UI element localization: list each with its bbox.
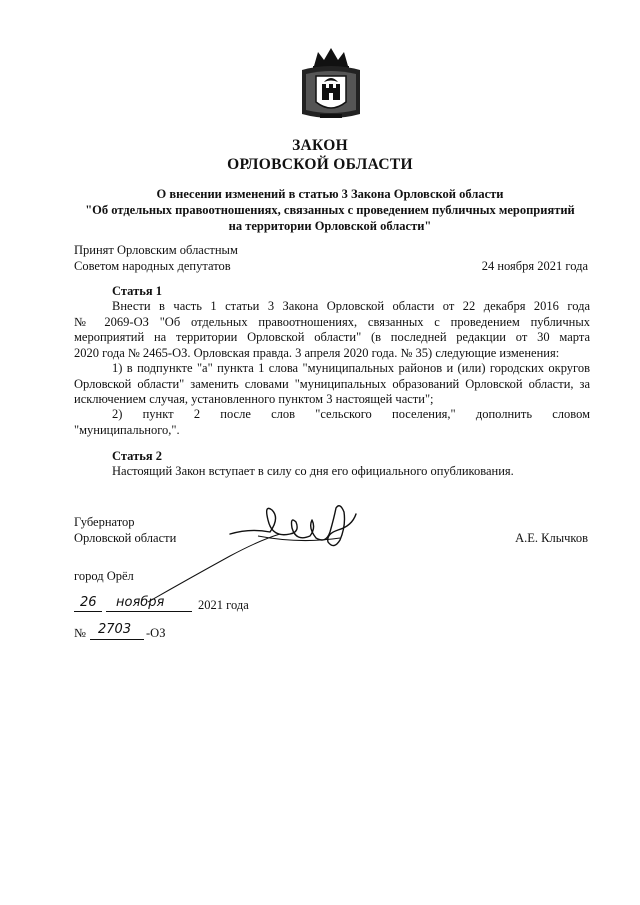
article-1-p1-line: 2020 года № 2465-ОЗ. Орловская правда. 3 апреля 2020 года. № 35) следующие изменения: (74, 345, 560, 360)
article-1-p1-line: мероприятий на территории Орловской области" (в последней редакции от 30 марта (74, 330, 590, 344)
adoption-line-2: Советом народных депутатов (74, 259, 231, 273)
adoption-date: 24 ноября 2021 года (481, 259, 588, 273)
article-1-p1-line: Внести в часть 1 статьи 3 Закона Орловской области от 22 декабря 2016 года (112, 299, 590, 313)
signatory-position-line-1: Губернатор (74, 515, 135, 529)
signing-day: 26 (80, 595, 97, 610)
signing-month: ноября (116, 595, 165, 610)
article-1-item-1 (74, 361, 590, 408)
article-1-item-2-line: "муниципального,". (74, 422, 180, 437)
signatory-position-line-2: Орловской области (74, 531, 177, 545)
law-title: ЗАКОН (292, 137, 348, 154)
signatory-name: А.Е. Клычков (515, 531, 588, 545)
article-2-text: Настоящий Закон вступает в силу со дня его официального опубликования. (112, 464, 514, 478)
article-1-paragraph-1 (74, 299, 590, 361)
law-subtitle-line-1: О внесении изменений в статью 3 Закона Орловской области (156, 187, 504, 201)
oryol-coat-of-arms-emblem (300, 44, 362, 122)
region-title: ОРЛОВСКОЙ ОБЛАСТИ (227, 156, 413, 173)
law-number: 2703 (98, 622, 132, 637)
article-1-item-1-line: исключением случая, установленного пунктом 3 настоящей части"; (74, 392, 434, 406)
article-1-heading: Статья 1 (112, 284, 162, 298)
article-1-p1-line: № 2069-ОЗ "Об отдельных правоотношениях, связанных с проведением публичных (74, 314, 590, 329)
law-number-suffix: -ОЗ (146, 626, 166, 640)
article-1-item-2-line: 2) пункт 2 после слов "сельского поселения," дополнить словом (112, 407, 590, 421)
signing-year: 2021 года (198, 598, 249, 612)
law-number-prefix: № (74, 626, 86, 640)
article-1-item-1-line: 1) в подпункте "а" пункта 1 слова "муниципальных районов и (или) городских округов (112, 361, 590, 375)
handwritten-signature (140, 498, 370, 608)
article-1-item-2 (74, 407, 590, 438)
adoption-line-1: Принят Орловским областным (74, 243, 238, 257)
article-1-item-1-line: Орловской области" заменить словами "муниципальных образований Орловской области, за (74, 376, 590, 391)
article-2-heading: Статья 2 (112, 449, 162, 463)
signing-date-line (74, 597, 194, 612)
law-subtitle-line-3: на территории Орловской области" (228, 219, 432, 233)
city-label: город Орёл (74, 569, 134, 583)
law-subtitle-line-2: "Об отдельных правоотношениях, связанных с проведением публичных мероприятий (85, 203, 575, 217)
